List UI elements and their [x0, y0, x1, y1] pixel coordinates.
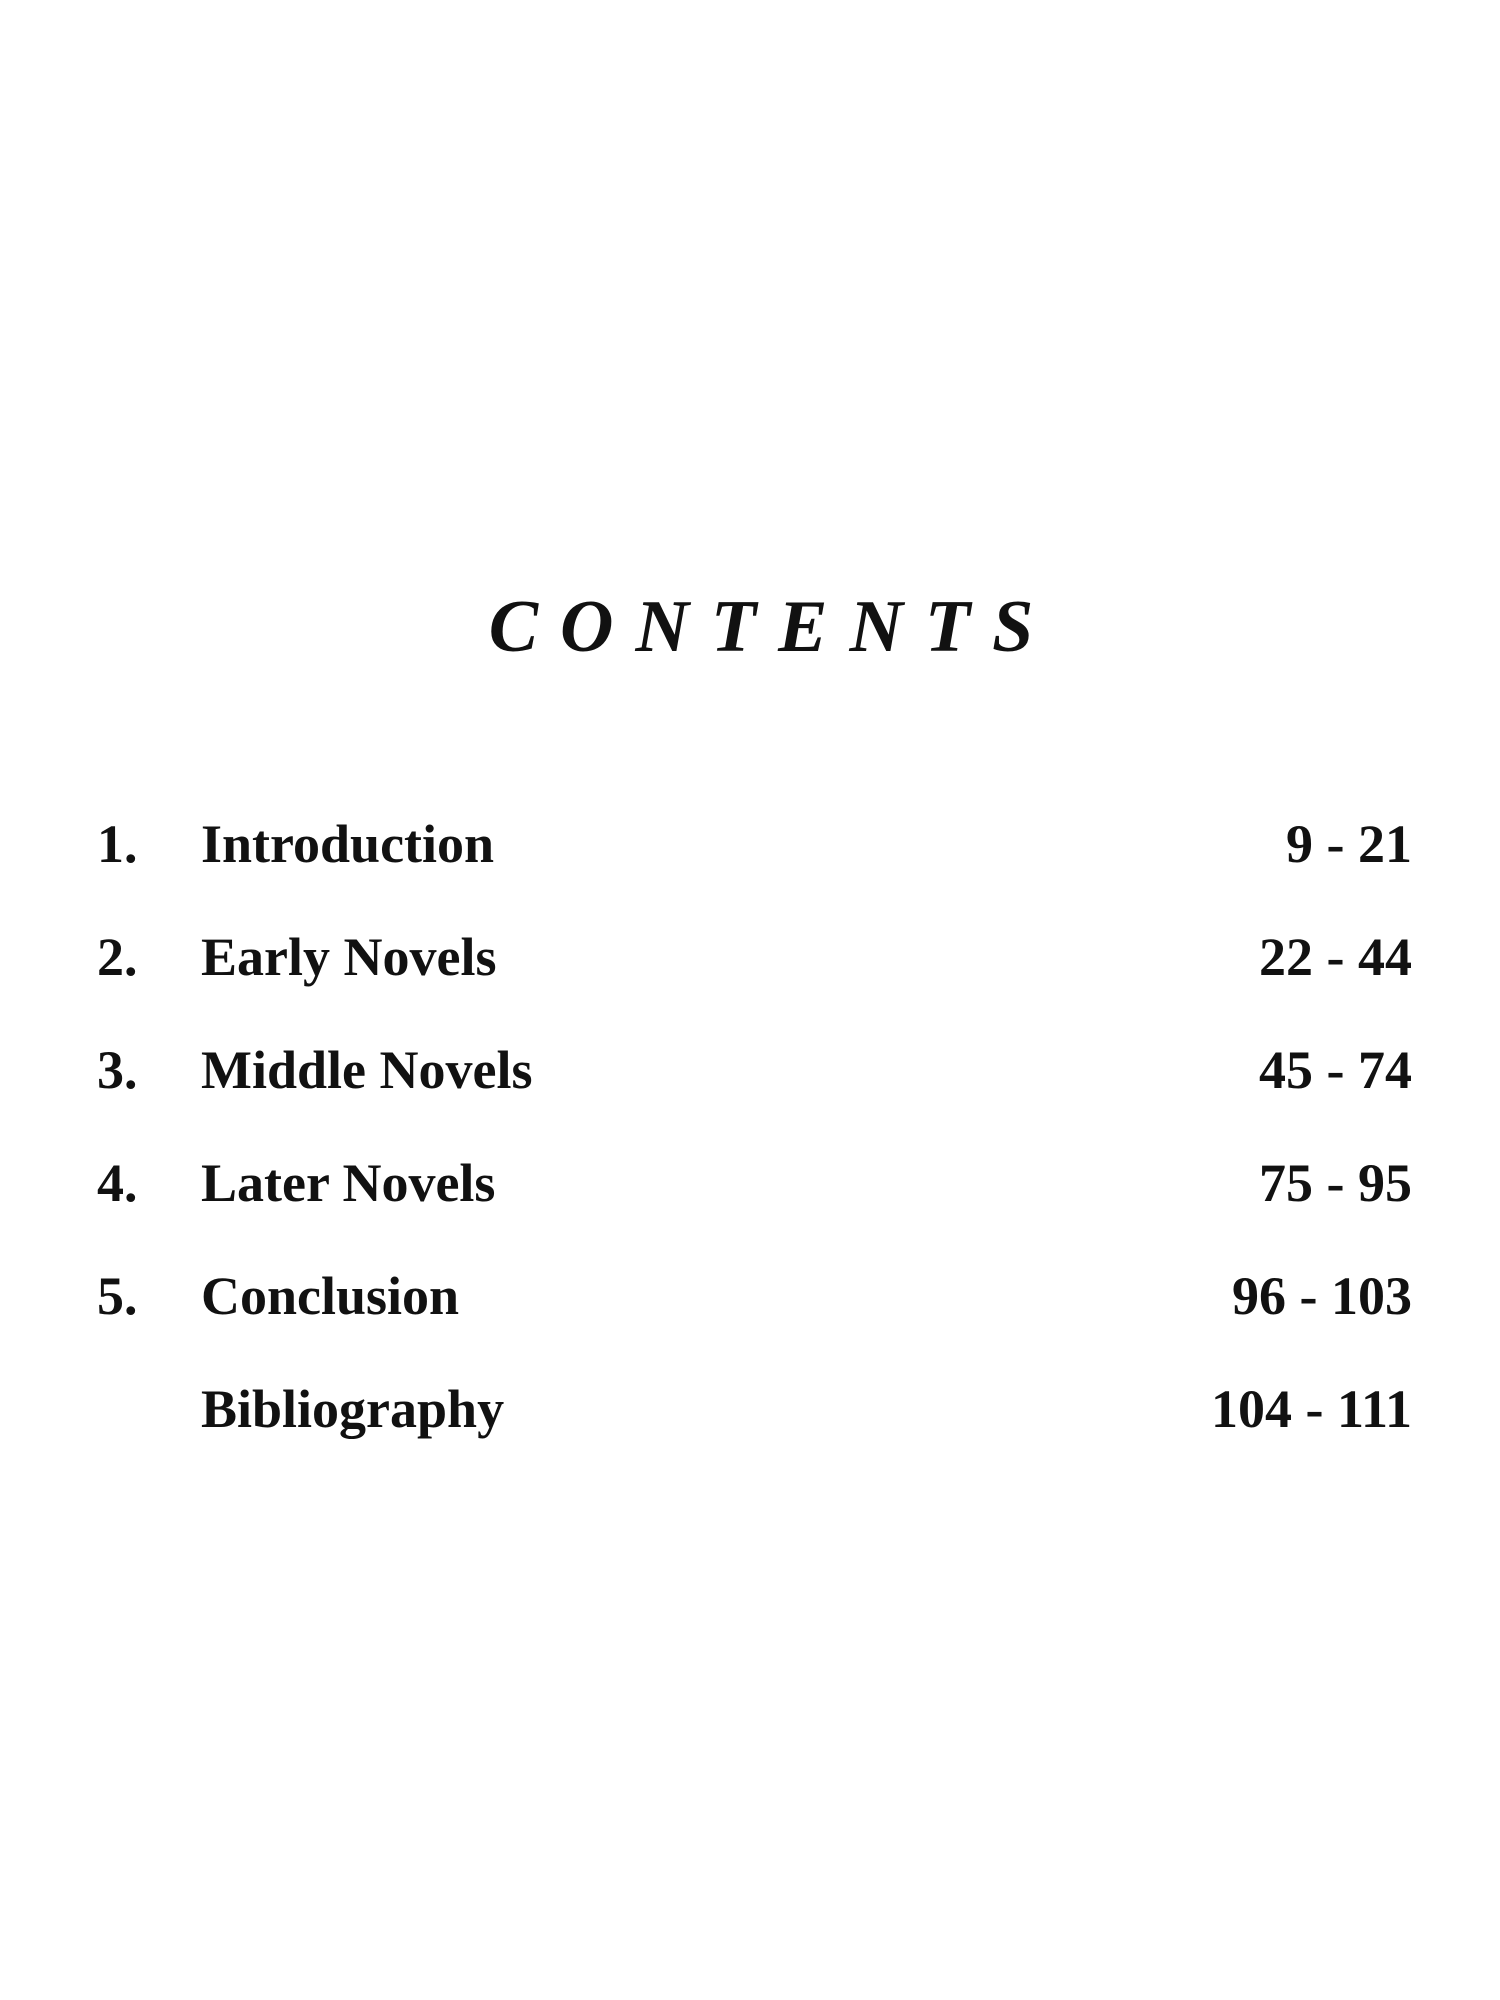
- toc-entry-pages: 75 - 95: [1259, 1153, 1412, 1213]
- toc-entry-pages: 9 - 21: [1286, 814, 1412, 874]
- toc-entry-number: 5.: [97, 1266, 138, 1326]
- toc-entry-label: Bibliography: [201, 1379, 505, 1439]
- toc-entry-label: Introduction: [201, 814, 495, 874]
- toc-entry-pages: 96 - 103: [1232, 1266, 1412, 1326]
- toc-entry-introduction: [0, 809, 1500, 879]
- toc-entry-later-novels: [0, 1148, 1500, 1218]
- toc-entry-label: Conclusion: [201, 1266, 460, 1326]
- toc-entry-number: 3.: [97, 1040, 138, 1100]
- toc-entry-number: 4.: [97, 1153, 138, 1213]
- toc-entry-bibliography: [0, 1374, 1500, 1444]
- toc-entry-conclusion: [0, 1261, 1500, 1331]
- toc-entry-label: Middle Novels: [201, 1040, 533, 1100]
- toc-entry-number: 1.: [97, 814, 138, 874]
- toc-entry-label: Later Novels: [201, 1153, 496, 1213]
- toc-entry-early-novels: [0, 922, 1500, 992]
- toc-entry-middle-novels: [0, 1035, 1500, 1105]
- toc-entry-label: Early Novels: [201, 927, 497, 987]
- toc-entry-pages: 22 - 44: [1259, 927, 1412, 987]
- toc-entry-number: 2.: [97, 927, 138, 987]
- toc-entry-pages: 104 - 111: [1210, 1379, 1412, 1439]
- page-title: CONTENTS: [488, 586, 1056, 668]
- toc-entry-pages: 45 - 74: [1259, 1040, 1412, 1100]
